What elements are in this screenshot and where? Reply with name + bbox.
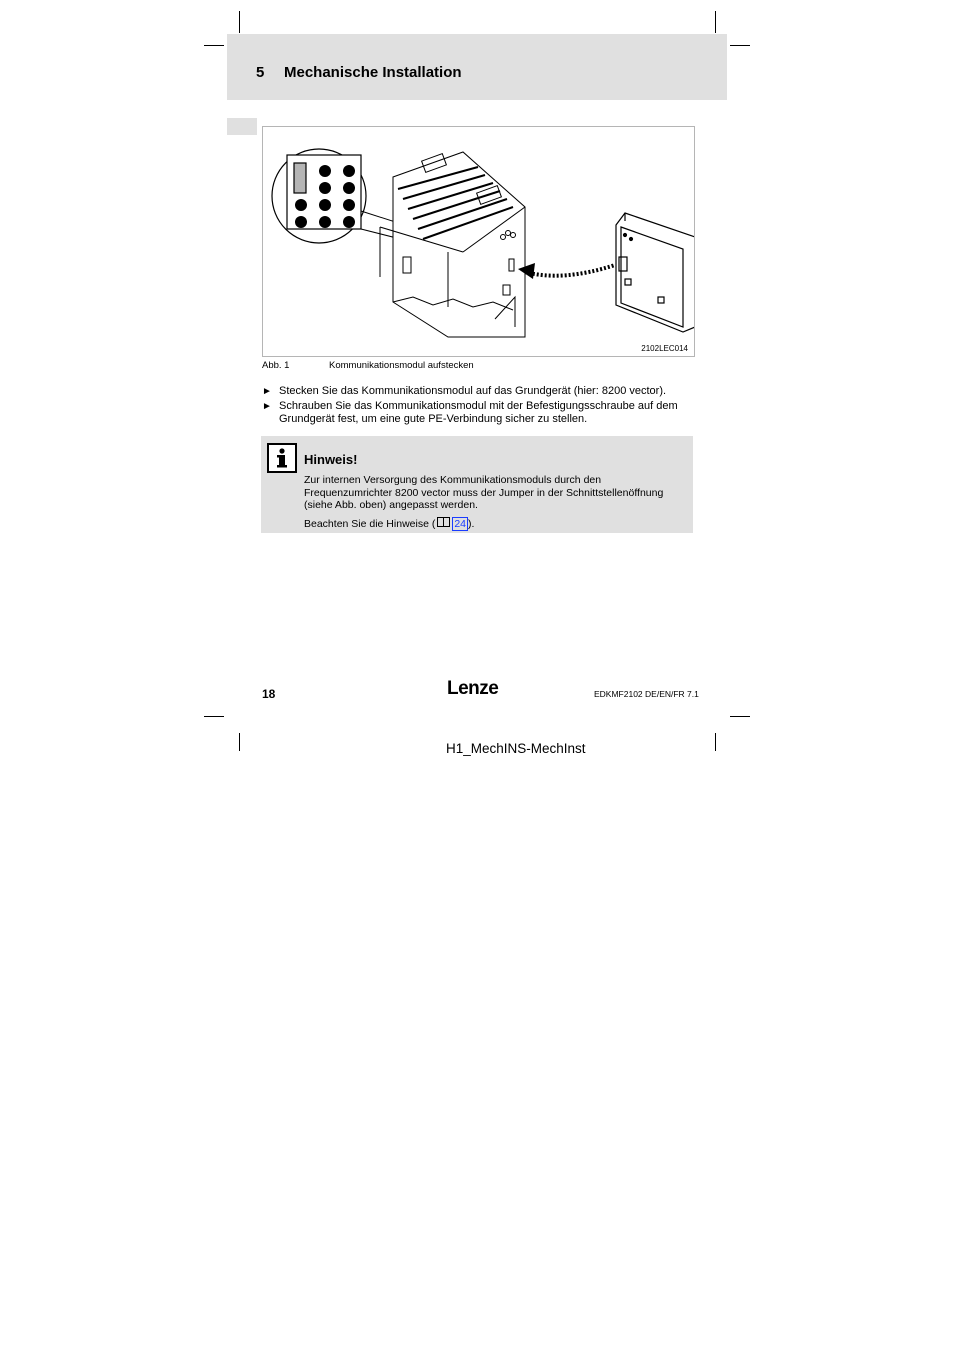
crop-mark [730, 716, 750, 717]
figure-caption-text: Kommunikationsmodul aufstecken [329, 360, 474, 371]
crop-mark [204, 716, 224, 717]
crop-mark [715, 11, 716, 33]
step-text: Stecken Sie das Kommunikationsmodul auf das Grundgerät (hier: 8200 vector). [279, 385, 667, 397]
step-marker-icon: ► [262, 401, 272, 412]
step-marker-icon: ► [262, 386, 272, 397]
note-title: Hinweis! [304, 452, 358, 467]
note-reference [304, 517, 474, 530]
footer-label: H1_MechINS-MechInst [446, 741, 586, 756]
note-body: Zur internen Versorgung des Kommunikationsmoduls durch den Frequenzumrichter 8200 vector muss der Jumper in der Schnittstellenöffnung (siehe Abb. oben) angepasst werden. [304, 474, 664, 511]
page-reference-link[interactable]: 24 [454, 518, 467, 530]
note-ref-suffix: ). [468, 518, 475, 530]
chapter-number: 5 [256, 64, 265, 81]
brand-logo: Lenze [447, 678, 499, 699]
figure-frame [262, 126, 695, 357]
document-id: EDKMF2102 DE/EN/FR 7.1 [594, 689, 699, 699]
side-tab-marker [227, 118, 257, 135]
communication-module [616, 213, 694, 332]
crop-mark [204, 45, 224, 46]
insertion-arrow-path [525, 265, 615, 276]
drive-unit [380, 152, 525, 337]
figure-image-code: 2102LEC014 [641, 344, 688, 353]
page-number: 18 [262, 687, 276, 701]
note-ref-prefix: Beachten Sie die Hinweise ( [304, 518, 436, 530]
figure-caption-label: Abb. 1 [262, 360, 290, 371]
info-icon [267, 443, 297, 473]
module-installation-drawing [263, 127, 694, 356]
step-text: Schrauben Sie das Kommunikationsmodul mit der Befestigungsschraube auf dem Grundgerät fest, um eine gute PE-Verbindung sicher zu stellen. [279, 400, 678, 425]
chapter-title: Mechanische Installation [284, 64, 462, 81]
crop-mark [715, 733, 716, 751]
crop-mark [730, 45, 750, 46]
crop-mark [239, 733, 240, 751]
book-icon [437, 517, 450, 527]
crop-mark [239, 11, 240, 33]
jumper-detail-circle [272, 149, 366, 243]
